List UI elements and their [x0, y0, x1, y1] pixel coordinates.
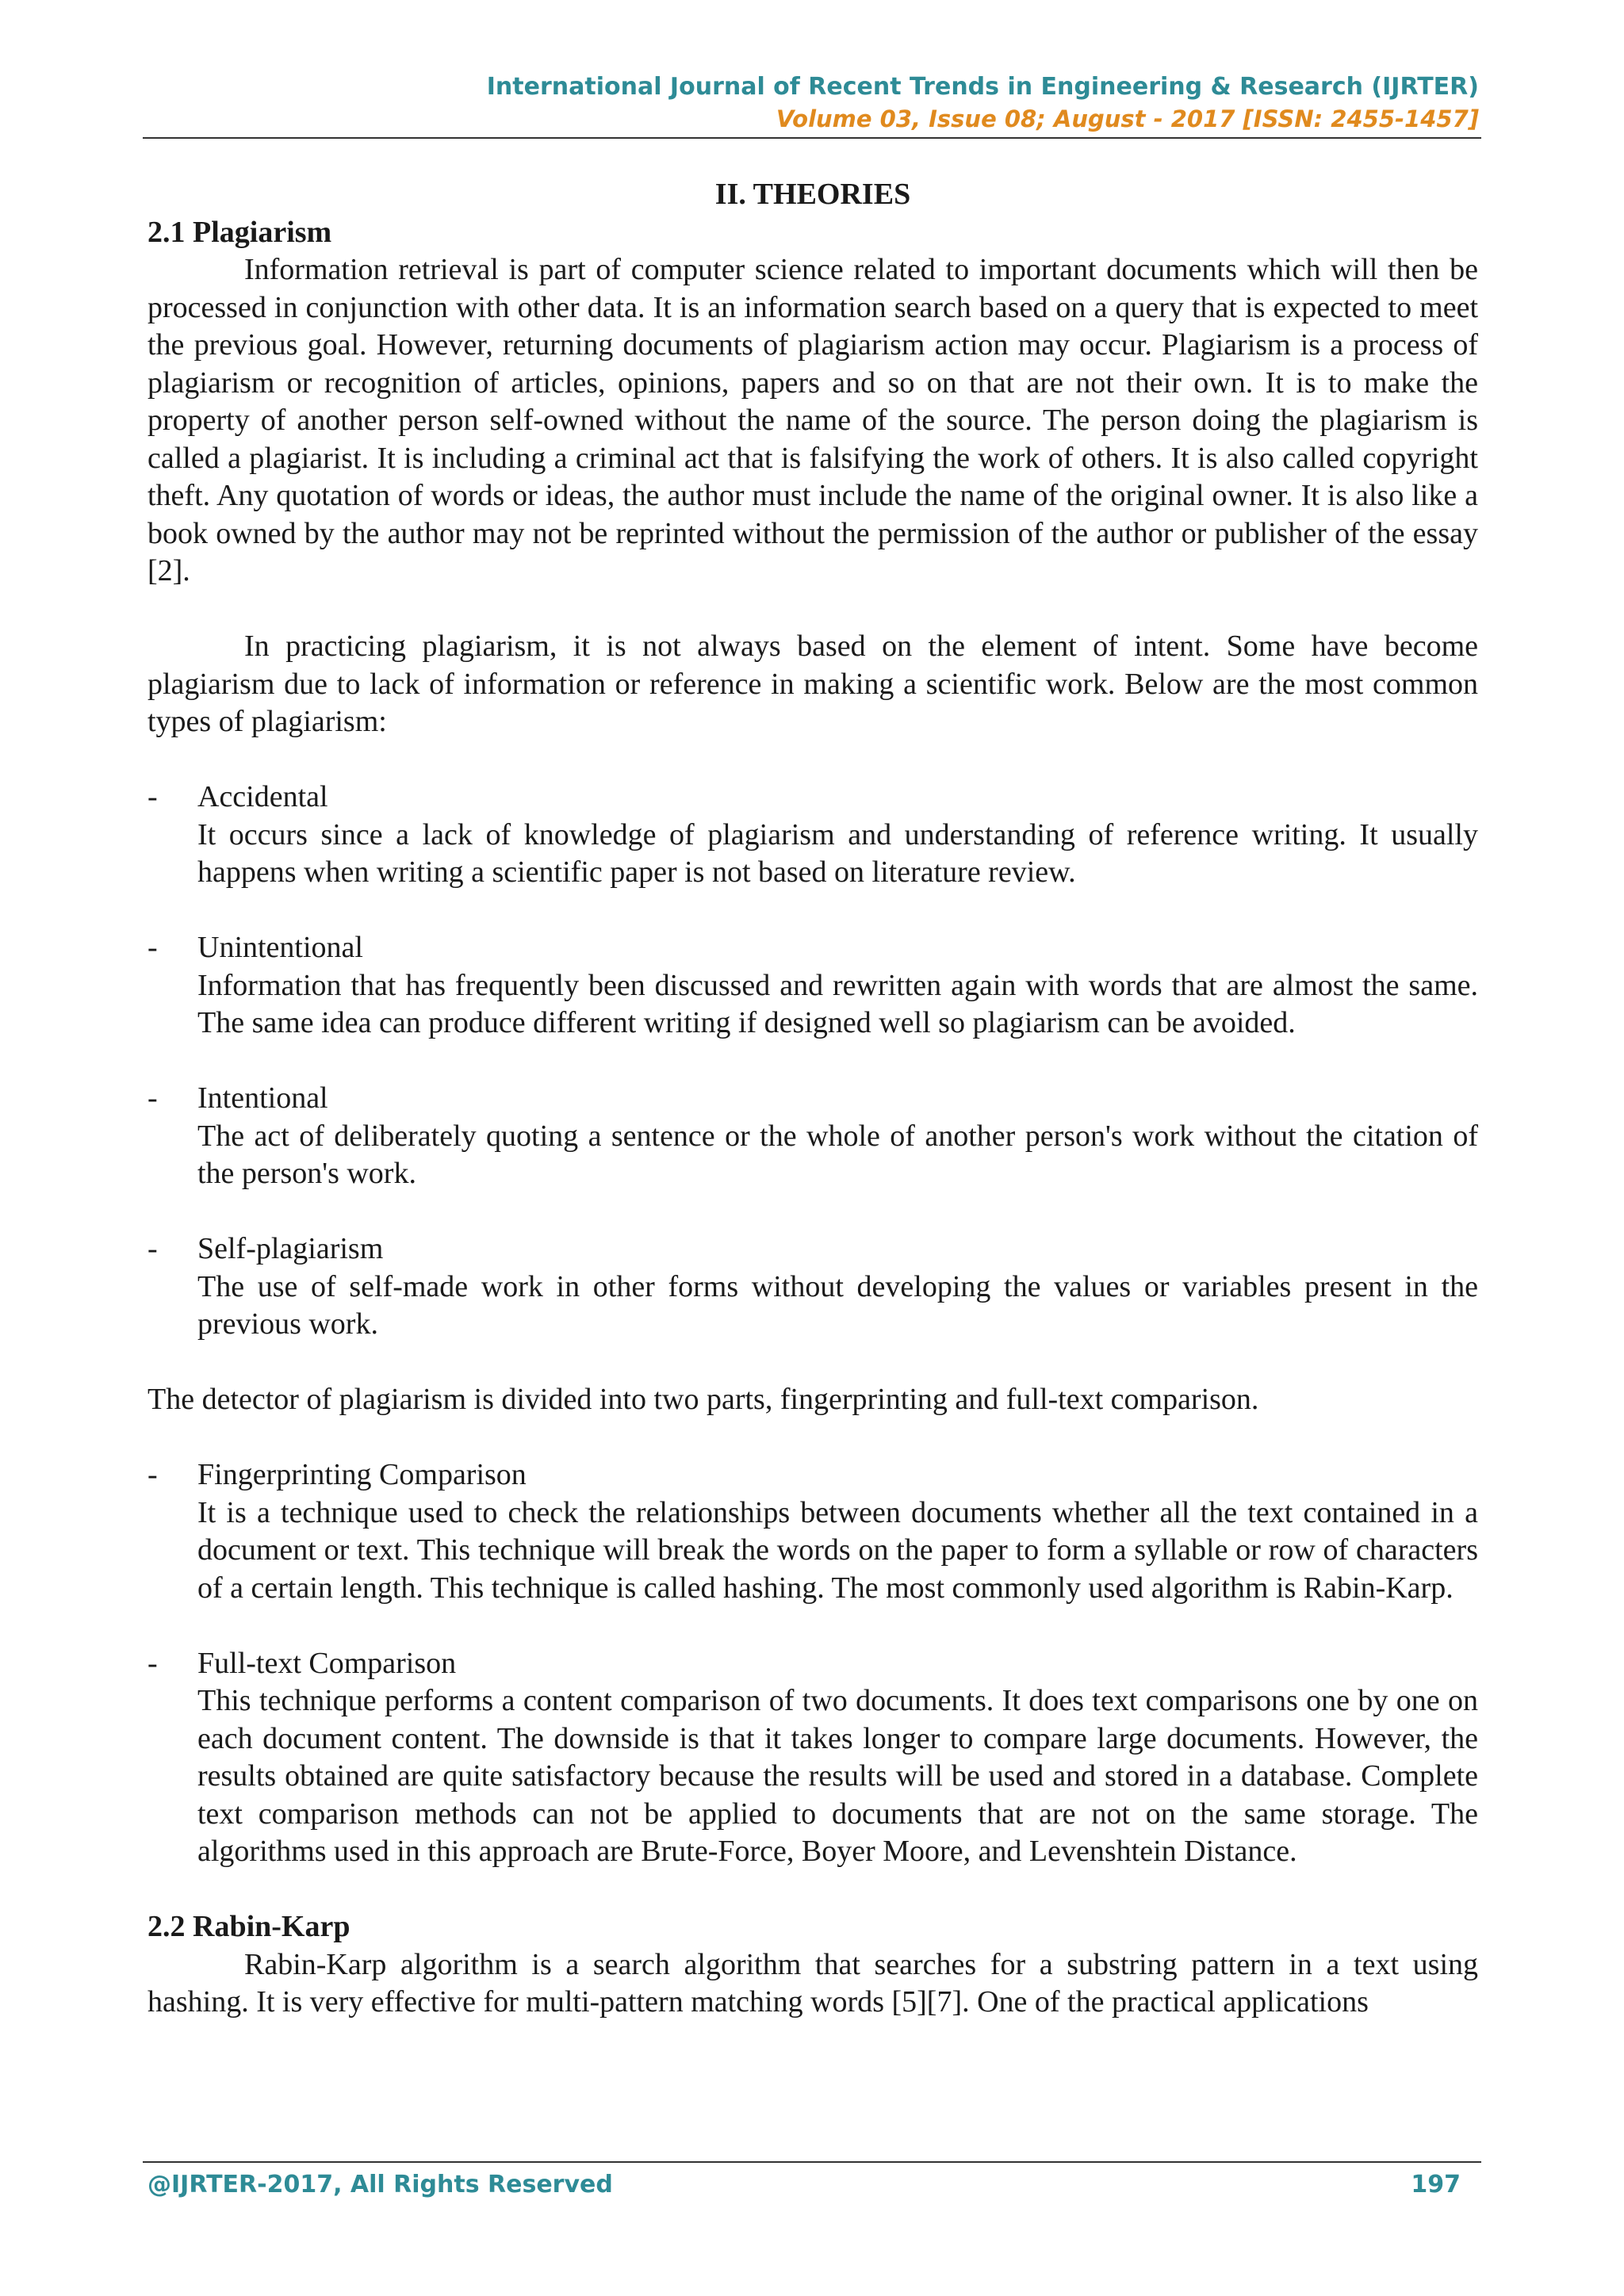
footer-copyright: @IJRTER-2017, All Rights Reserved: [147, 2171, 613, 2198]
paragraph: Information retrieval is part of computer science related to important documents which will then be processed in conjunction with other data. It is an information search based on a query that is expected to meet the previous goal. However, returning documents of plagiarism action may occur. Plagiarism is a process of plagiarism or recognition of articles, opinions, papers and so on that are not their own. It is to make the property of another person self-owned without the name of the source. The person doing the plagiarism is called a plagiarist. It is including a criminal act that is falsifying the work of others. It is also called copyright theft. Any quotation of words or ideas, the author must include the name of the original owner. It is also like a book owned by the author may not be reprinted without the permission of the author or publisher of the essay [2].: [147, 253, 1478, 587]
list-item-title: Full-text Comparison: [197, 1646, 457, 1680]
header-rule: [143, 137, 1481, 139]
paragraph: Rabin-Karp algorithm is a search algorithm that searches for a substring pattern in a text using hashing. It is very effective for multi-pattern matching words [5][7]. One of the practical applications: [147, 1947, 1478, 2019]
footer-rule: [143, 2161, 1481, 2163]
subsection-heading-plagiarism: 2.1 Plagiarism: [147, 215, 332, 249]
list-item-desc: It occurs since a lack of knowledge of plagiarism and understanding of reference writing. It usually happens when writing a scientific paper is not based on literature review.: [197, 817, 1478, 889]
subsection-heading-rabin-karp: 2.2 Rabin-Karp: [147, 1910, 350, 1943]
page-number: 197: [1411, 2171, 1461, 2198]
list-dash: -: [147, 931, 158, 964]
article-body: [147, 176, 1478, 2022]
list-item-desc: The act of deliberately quoting a sentence or the whole of another person's work without the citation of the person's work.: [197, 1119, 1478, 1190]
list-item: [147, 1230, 1478, 1344]
list-item-title: Fingerprinting Comparison: [197, 1458, 527, 1491]
list-item-title: Intentional: [197, 1081, 328, 1115]
list-item: [147, 929, 1478, 1043]
list-dash: -: [147, 1081, 158, 1115]
list-item: [147, 779, 1478, 892]
journal-header: [487, 71, 1479, 135]
list-dash: -: [147, 1646, 158, 1680]
list-item-desc: This technique performs a content comparison of two documents. It does text comparisons one by one on each document content. The downside is that it takes longer to compare large documents. However, the results obtained are quite satisfactory because the results will be used and stored in a database. Complete text comparison methods can not be applied to documents that are not on the same storage. The algorithms used in this approach are Brute-Force, Boyer Moore, and Levenshtein Distance.: [197, 1684, 1478, 1868]
list-item: [147, 1080, 1478, 1193]
list-item-title: Unintentional: [197, 931, 363, 964]
list-item-desc: The use of self-made work in other forms without developing the values or variables present in the previous work.: [197, 1269, 1478, 1341]
list-dash: -: [147, 780, 158, 813]
list-item: [147, 1645, 1478, 1871]
journal-title: International Journal of Recent Trends in Engineering & Research (IJRTER): [486, 73, 1479, 101]
list-dash: -: [147, 1232, 158, 1265]
list-item-title: Self-plagiarism: [197, 1232, 384, 1265]
list-item-desc: It is a technique used to check the relationships between documents whether all the text contained in a document or text. This technique will break the words on the paper to form a syllable or row of characters of a certain length. This technique is called hashing. The most commonly used algorithm is Rabin-Karp.: [197, 1495, 1478, 1605]
list-dash: -: [147, 1458, 158, 1491]
paragraph: In practicing plagiarism, it is not always based on the element of intent. Some have become plagiarism due to lack of information or reference in making a scientific work. Below are the most common types of plagiarism:: [147, 629, 1478, 738]
list-item: [147, 1456, 1478, 1607]
list-item-title: Accidental: [197, 780, 328, 813]
section-title: II. THEORIES: [714, 178, 911, 211]
journal-volume: Volume 03, Issue 08; August - 2017 [ISSN: 2455-1457]: [776, 105, 1479, 132]
paragraph-detector: The detector of plagiarism is divided into two parts, fingerprinting and full-text comparison.: [147, 1383, 1259, 1416]
list-item-desc: Information that has frequently been discussed and rewritten again with words that are almost the same. The same idea can produce different writing if designed well so plagiarism can be avoided.: [197, 968, 1478, 1039]
